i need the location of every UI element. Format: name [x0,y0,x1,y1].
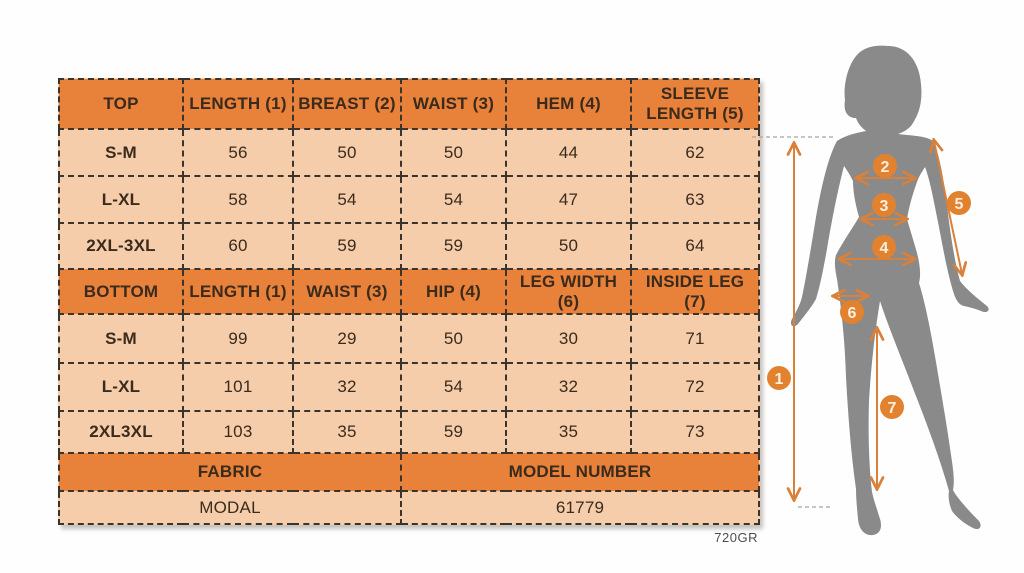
fabric-value: MODAL [59,491,401,524]
column-header: HEM (4) [506,79,631,129]
table-row [59,79,759,129]
measurement-value: 50 [401,129,506,176]
measurement-value: 56 [183,129,293,176]
measurement-value: 50 [293,129,401,176]
measurement-value: 60 [183,223,293,269]
column-header-bottom: BOTTOM [59,269,183,314]
marker-1 [767,366,791,390]
table-row [59,129,759,176]
measurement-value: 54 [401,176,506,223]
table-row [59,314,759,363]
measurement-value: 50 [401,314,506,363]
column-header: BREAST (2) [293,79,401,129]
measurement-value: 59 [293,223,401,269]
body-silhouette [791,46,989,535]
measurement-value: 32 [506,363,631,411]
column-header: LEG WIDTH (6) [506,269,631,314]
size-label: S-M [59,314,183,363]
svg-text:7: 7 [887,400,897,417]
measurement-value: 58 [183,176,293,223]
measurement-value: 29 [293,314,401,363]
fabric-header: FABRIC [59,453,401,491]
svg-text:3: 3 [879,198,889,215]
column-header: WAIST (3) [401,79,506,129]
measurement-value: 62 [631,129,759,176]
column-header: SLEEVE LENGTH (5) [631,79,759,129]
measurement-value: 32 [293,363,401,411]
measurement-value: 54 [401,363,506,411]
size-label: S-M [59,129,183,176]
measurement-value: 73 [631,411,759,453]
measurement-value: 54 [293,176,401,223]
marker-5 [947,191,971,215]
measurement-value: 35 [293,411,401,453]
table-row [59,223,759,269]
column-header: LENGTH (1) [183,269,293,314]
table-row [59,269,759,314]
marker-7 [880,395,904,419]
size-label: 2XL3XL [59,411,183,453]
measurement-value: 47 [506,176,631,223]
marker-6 [840,300,864,324]
model-number-header: MODEL NUMBER [401,453,759,491]
svg-text:1: 1 [774,371,784,388]
measurement-value: 99 [183,314,293,363]
column-header: LENGTH (1) [183,79,293,129]
measurement-value: 44 [506,129,631,176]
table-row [59,453,759,491]
size-label: L-XL [59,363,183,411]
svg-text:2: 2 [880,159,890,176]
measurement-value: 103 [183,411,293,453]
table-row [59,411,759,453]
measurement-value: 59 [401,411,506,453]
table-row [59,176,759,223]
measurement-value: 35 [506,411,631,453]
column-header: INSIDE LEG (7) [631,269,759,314]
measurement-value: 50 [506,223,631,269]
measurement-value: 64 [631,223,759,269]
svg-text:6: 6 [847,305,857,322]
weight-footnote: 720GR [714,530,758,545]
svg-text:4: 4 [879,240,889,257]
marker-3 [872,193,896,217]
measurement-value: 59 [401,223,506,269]
marker-2 [873,154,897,178]
measurement-value: 30 [506,314,631,363]
column-header-top: TOP [59,79,183,129]
size-label: 2XL-3XL [59,223,183,269]
measurement-value: 101 [183,363,293,411]
size-table [58,78,760,525]
measurement-value: 71 [631,314,759,363]
column-header: WAIST (3) [293,269,401,314]
svg-text:5: 5 [954,196,964,213]
table-row [59,363,759,411]
model-number-value: 61779 [401,491,759,524]
table-row [59,491,759,524]
size-label: L-XL [59,176,183,223]
measurement-figure [750,30,1024,573]
measurement-value: 72 [631,363,759,411]
column-header: HIP (4) [401,269,506,314]
measurement-value: 63 [631,176,759,223]
marker-4 [872,235,896,259]
